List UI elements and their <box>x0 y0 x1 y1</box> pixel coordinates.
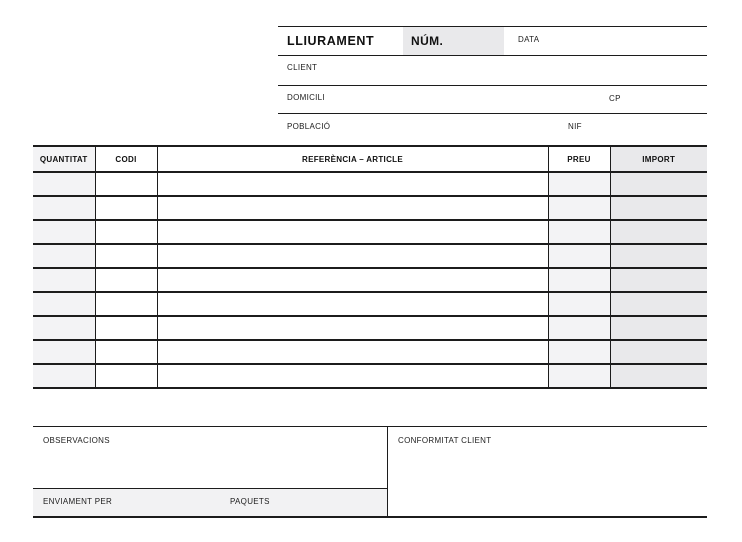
cell-referencia-article <box>157 172 548 196</box>
table-row <box>33 316 707 340</box>
cell-import <box>610 196 707 220</box>
cell-referencia-article <box>157 364 548 388</box>
cell-quantitat <box>33 268 95 292</box>
cell-codi <box>95 244 157 268</box>
num-label: NÚM. <box>411 34 444 48</box>
cell-preu <box>548 340 610 364</box>
cell-referencia-article <box>157 220 548 244</box>
data-label: DATA <box>518 35 540 44</box>
cell-import <box>610 316 707 340</box>
cell-import <box>610 172 707 196</box>
footer-section <box>33 426 707 518</box>
conformitat-box <box>387 426 707 518</box>
cell-import <box>610 220 707 244</box>
cell-preu <box>548 244 610 268</box>
cell-import <box>610 364 707 388</box>
cell-import <box>610 292 707 316</box>
paquets-label: PAQUETS <box>230 497 270 506</box>
cell-referencia-article <box>157 340 548 364</box>
table-row <box>33 292 707 316</box>
items-table-body <box>33 172 707 388</box>
cell-codi <box>95 220 157 244</box>
cell-codi <box>95 364 157 388</box>
col-header-referencia-article: REFERÈNCIA – ARTICLE <box>157 146 548 172</box>
domicili-row <box>278 85 707 113</box>
table-row <box>33 340 707 364</box>
table-row <box>33 196 707 220</box>
poblacio-row <box>278 113 707 142</box>
observacions-box <box>33 426 387 518</box>
cell-codi <box>95 292 157 316</box>
cell-referencia-article <box>157 244 548 268</box>
cell-quantitat <box>33 364 95 388</box>
cell-quantitat <box>33 220 95 244</box>
items-table <box>33 145 707 389</box>
form-title: LLIURAMENT <box>287 34 375 48</box>
cell-import <box>610 268 707 292</box>
cell-referencia-article <box>157 268 548 292</box>
cell-codi <box>95 316 157 340</box>
cell-codi <box>95 268 157 292</box>
col-header-codi: CODI <box>95 146 157 172</box>
nif-label: NIF <box>568 122 582 131</box>
col-header-preu: PREU <box>548 146 610 172</box>
cp-label: CP <box>609 94 621 103</box>
observacions-label: OBSERVACIONS <box>43 436 110 445</box>
cell-quantitat <box>33 340 95 364</box>
conformitat-label: CONFORMITAT CLIENT <box>398 436 492 445</box>
enviament-label: ENVIAMENT PER <box>43 497 113 506</box>
cell-preu <box>548 196 610 220</box>
cell-import <box>610 244 707 268</box>
cell-codi <box>95 172 157 196</box>
cell-preu <box>548 172 610 196</box>
cell-referencia-article <box>157 316 548 340</box>
form-header <box>278 26 707 142</box>
cell-preu <box>548 316 610 340</box>
col-header-quantitat: QUANTITAT <box>33 146 95 172</box>
domicili-label: DOMICILI <box>287 93 325 102</box>
cell-quantitat <box>33 292 95 316</box>
table-row <box>33 172 707 196</box>
cell-quantitat <box>33 172 95 196</box>
cell-preu <box>548 268 610 292</box>
table-header-row <box>33 146 707 172</box>
cell-quantitat <box>33 316 95 340</box>
col-header-import: IMPORT <box>610 146 707 172</box>
cell-preu <box>548 220 610 244</box>
cell-preu <box>548 292 610 316</box>
cell-codi <box>95 196 157 220</box>
table-row <box>33 244 707 268</box>
num-field <box>403 27 504 55</box>
cell-codi <box>95 340 157 364</box>
cell-import <box>610 340 707 364</box>
poblacio-label: POBLACIÓ <box>287 122 331 131</box>
title-row <box>278 26 707 55</box>
cell-referencia-article <box>157 292 548 316</box>
client-row <box>278 55 707 85</box>
cell-referencia-article <box>157 196 548 220</box>
table-row <box>33 364 707 388</box>
table-row <box>33 268 707 292</box>
client-label: CLIENT <box>287 63 318 72</box>
table-row <box>33 220 707 244</box>
cell-quantitat <box>33 244 95 268</box>
cell-preu <box>548 364 610 388</box>
enviament-strip <box>33 488 387 516</box>
cell-quantitat <box>33 196 95 220</box>
